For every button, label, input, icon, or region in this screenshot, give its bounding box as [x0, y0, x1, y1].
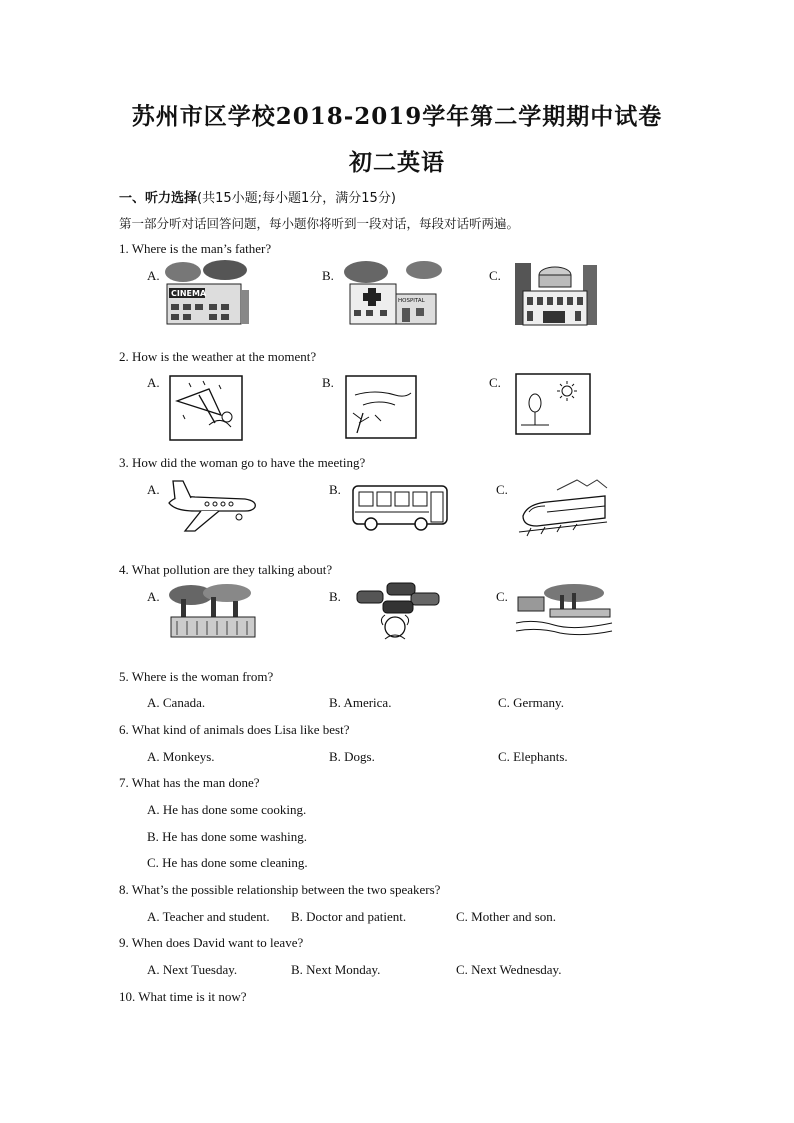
q5-option-b: B. America. [329, 695, 392, 710]
q8-option-b: B. Doctor and patient. [291, 909, 407, 924]
cinema-sign: CINEMA [171, 289, 207, 298]
question-3: 3. How did the woman go to have the meeting? [119, 455, 366, 470]
bus-icon [351, 484, 451, 532]
q8-option-c: C. Mother and son. [456, 909, 557, 924]
question-7: 7. What has the man done? [119, 775, 260, 790]
exam-title: 苏州市区学校2018-2019学年第二学期期中试卷 [131, 103, 663, 130]
section-note: (共15小题;每小题1分，满分15分) [197, 191, 396, 206]
question-6: 6. What kind of animals does Lisa like best? [119, 722, 350, 737]
noise-pollution-traffic-picture [349, 579, 445, 643]
question-1: 1. Where is the man’s father? [119, 241, 272, 256]
question-5: 5. Where is the woman from? [119, 669, 274, 684]
q6-option-c: C. Elephants. [498, 749, 568, 764]
section-heading: 一、听力选择 [119, 191, 198, 206]
question-4: 4. What pollution are they talking about? [119, 562, 333, 577]
plane-icon [165, 477, 259, 533]
q2-option-a-label: A. [147, 375, 160, 390]
question-2: 2. How is the weather at the moment? [119, 349, 317, 364]
q3-option-a-label: A. [147, 482, 160, 497]
q6-option-a: A. Monkeys. [147, 749, 215, 764]
train-icon [517, 476, 609, 538]
q4-option-b-label: B. [329, 589, 341, 604]
water-pollution-factory-picture [514, 583, 614, 639]
q4-option-a-label: A. [147, 589, 160, 604]
question-9: 9. When does David want to leave? [119, 935, 304, 950]
q8-option-a: A. Teacher and student. [147, 909, 270, 924]
hospital-building-picture [344, 260, 442, 326]
q3-option-b-label: B. [329, 482, 341, 497]
q6-option-b: B. Dogs. [329, 749, 375, 764]
rainy-icon [169, 375, 243, 441]
q5-option-a: A. Canada. [147, 695, 206, 710]
q4-option-c-label: C. [496, 589, 508, 604]
section-heading-line [119, 187, 396, 206]
q1-option-b-label: B. [322, 268, 334, 283]
q3-option-c-label: C. [496, 482, 508, 497]
q9-option-b: B. Next Monday. [291, 962, 381, 977]
q7-option-a: A. He has done some cooking. [147, 802, 307, 817]
q2-option-b-label: B. [322, 375, 334, 390]
q1-option-a-label: A. [147, 268, 160, 283]
museum-building-picture [513, 261, 599, 327]
section-instruction: 第一部分听对话回答问题，每小题你将听到一段对话，每段对话听两遍。 [119, 216, 520, 231]
q7-option-c: C. He has done some cleaning. [147, 855, 308, 870]
q5-option-c: C. Germany. [498, 695, 564, 710]
q9-option-a: A. Next Tuesday. [147, 962, 238, 977]
hospital-sign: HOSPITAL [398, 298, 425, 304]
question-10: 10. What time is it now? [119, 989, 247, 1004]
q2-option-c-label: C. [489, 375, 501, 390]
sunny-icon [515, 373, 591, 435]
q9-option-c: C. Next Wednesday. [456, 962, 562, 977]
exam-subtitle: 初二英语 [349, 149, 445, 176]
cinema-building-picture [163, 260, 251, 326]
air-pollution-factory-picture [167, 583, 259, 639]
question-8: 8. What’s the possible relationship between the two speakers? [119, 882, 441, 897]
windy-icon [345, 375, 417, 439]
q7-option-b: B. He has done some washing. [147, 829, 307, 844]
q1-option-c-label: C. [489, 268, 501, 283]
